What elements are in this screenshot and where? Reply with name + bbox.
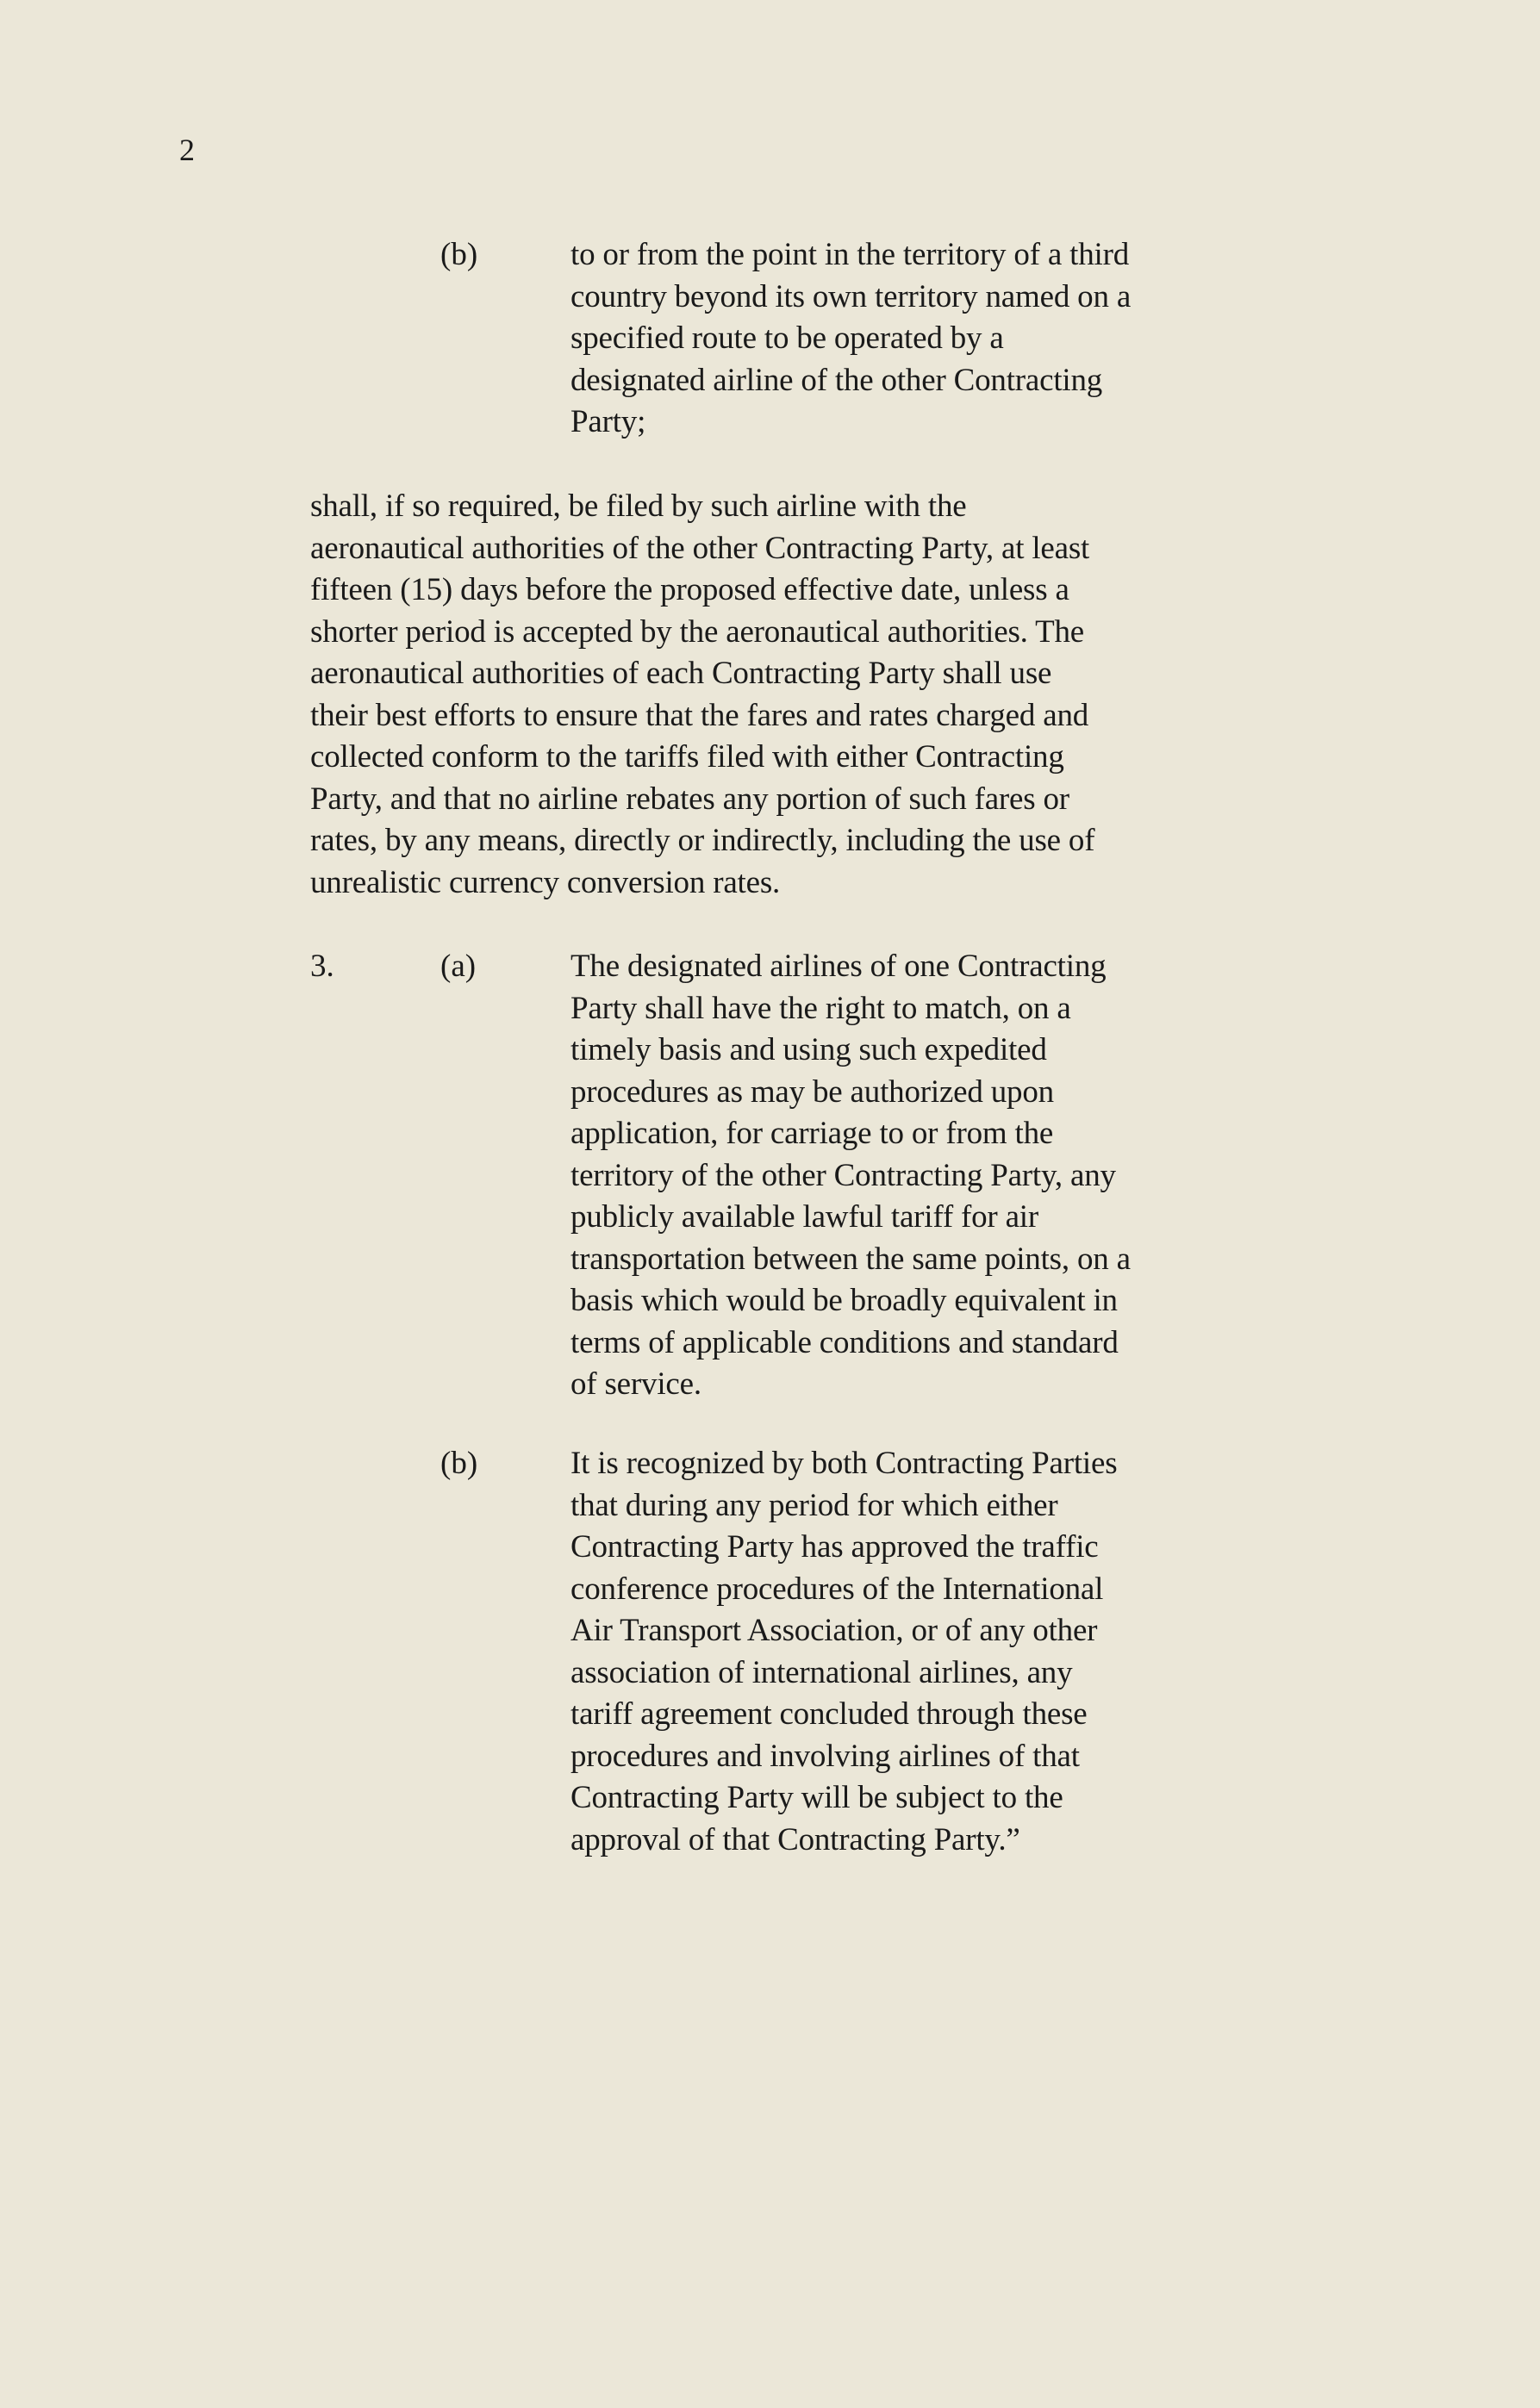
text-line: application, for carriage to or from the: [570, 1116, 1054, 1151]
text-line: designated airline of the other Contracting: [570, 362, 1103, 398]
text-line: fifteen (15) days before the proposed effective date, unless a: [310, 572, 1069, 607]
section-3a-text: [570, 946, 1131, 1406]
text-line: procedures as may be authorized upon: [570, 1073, 1054, 1110]
text-line: association of international airlines, any: [570, 1654, 1073, 1690]
text-line: It is recognized by both Contracting Parties: [570, 1446, 1118, 1481]
section-3a-label: (a): [440, 949, 477, 984]
text-line: The designated airlines of one Contracting: [570, 949, 1107, 984]
text-line: aeronautical authorities of each Contracting Party shall use: [310, 656, 1052, 691]
clause-2b-text: [570, 234, 1131, 444]
text-line: Party, and that no airline rebates any portion of such fares or: [310, 781, 1069, 817]
text-line: territory of the other Contracting Party, any: [570, 1157, 1116, 1193]
text-line: Contracting Party has approved the traffic: [570, 1529, 1099, 1565]
section-3-number: 3.: [310, 949, 334, 984]
section-3b-text: [570, 1443, 1117, 1861]
text-line: unrealistic currency conversion rates.: [310, 864, 781, 900]
text-line: shall, if so required, be filed by such airline with the: [310, 488, 967, 524]
text-line: procedures and involving airlines of that: [570, 1738, 1080, 1774]
text-line: timely basis and using such expedited: [570, 1032, 1047, 1067]
text-line: shorter period is accepted by the aeronautical authorities. The: [310, 613, 1085, 650]
text-line: Contracting Party will be subject to the: [570, 1780, 1063, 1815]
text-line: Air Transport Association, or of any other: [570, 1613, 1098, 1648]
text-line: specified route to be operated by a: [570, 320, 1004, 356]
text-line: of service.: [570, 1366, 701, 1402]
clause-2b-label: (b): [440, 237, 478, 272]
text-line: Party shall have the right to match, on a: [570, 990, 1071, 1026]
section-3b-label: (b): [440, 1446, 478, 1481]
text-line: approval of that Contracting Party.”: [570, 1821, 1020, 1857]
text-line: terms of applicable conditions and standard: [570, 1324, 1119, 1360]
paragraph-shall: [310, 486, 1094, 904]
text-line: collected conform to the tariffs filed with either Contracting: [310, 739, 1064, 775]
text-line: tariff agreement concluded through these: [570, 1696, 1088, 1732]
page-number: 2: [179, 133, 195, 167]
text-line: country beyond its own territory named on a: [570, 278, 1132, 314]
text-line: publicly available lawful tariff for air: [570, 1199, 1039, 1235]
text-line: their best efforts to ensure that the fares and rates charged and: [310, 697, 1089, 733]
text-line: transportation between the same points, on a: [570, 1241, 1131, 1277]
text-line: aeronautical authorities of the other Contracting Party, at least: [310, 530, 1090, 566]
text-line: that during any period for which either: [570, 1487, 1058, 1523]
text-line: rates, by any means, directly or indirectly, including the use of: [310, 823, 1095, 858]
text-line: to or from the point in the territory of a third: [570, 237, 1130, 272]
text-line: basis which would be broadly equivalent in: [570, 1283, 1118, 1318]
text-line: Party;: [570, 404, 646, 439]
text-line: conference procedures of the International: [570, 1571, 1104, 1607]
